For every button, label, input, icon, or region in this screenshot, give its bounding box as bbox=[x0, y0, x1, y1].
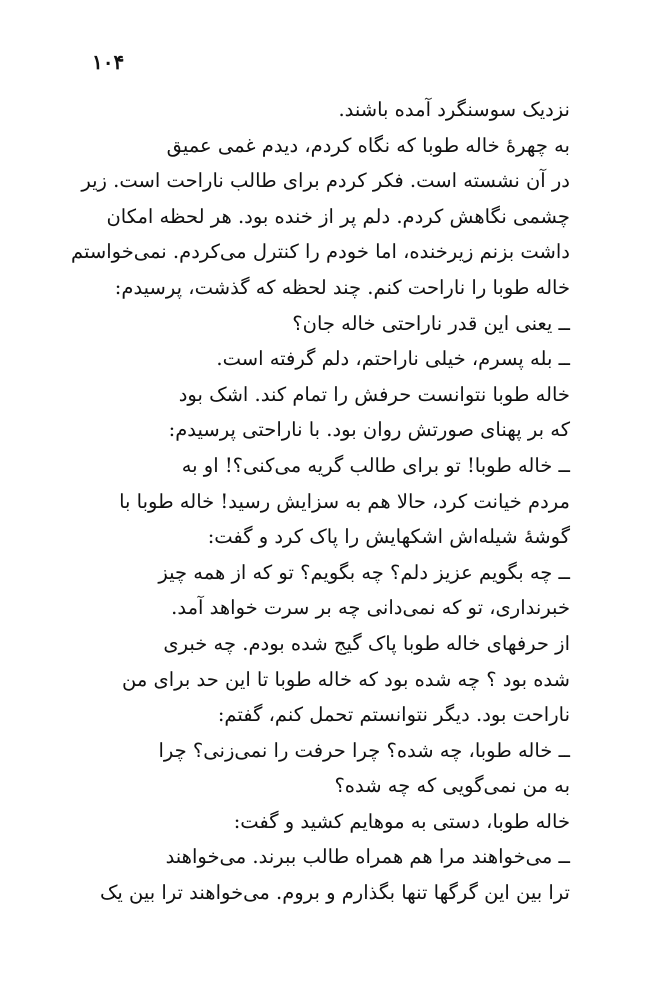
text-line: ــ می‌خواهند مرا هم همراه طالب ببرند. می‌خواهند bbox=[165, 845, 570, 869]
text-line: گوشهٔ شیله‌اش اشکهایش را پاک کرد و گفت: bbox=[207, 525, 570, 549]
body-text bbox=[71, 92, 570, 911]
text-line: خاله طوبا را ناراحت کنم. چند لحظه که گذشت، پرسیدم: bbox=[114, 275, 570, 299]
text-line: که بر پهنای صورتش روان بود. با ناراحتی پرسیدم: bbox=[168, 418, 570, 442]
text-line: از حرفهای خاله طوبا پاک گیج شده بودم. چه خبری bbox=[163, 631, 570, 655]
page-number: ۱۰۴ bbox=[92, 50, 125, 74]
text-line: نزدیک سوسنگرد آمده باشند. bbox=[338, 98, 570, 121]
text-line: چشمی نگاهش کردم. دلم پر از خنده بود. هر لحظه امکان bbox=[106, 204, 570, 228]
text-line: شده بود ؟ چه شده بود که خاله طوبا تا این حد برای من bbox=[122, 667, 570, 691]
text-line: ــ بله پسرم، خیلی ناراحتم، دلم گرفته است. bbox=[216, 347, 570, 371]
text-line: خاله طوبا نتوانست حرفش را تمام کند. اشک بود bbox=[178, 382, 570, 406]
text-line: مردم خیانت کرد، حالا هم به سزایش رسید! خاله طوبا با bbox=[119, 489, 570, 513]
text-line: ــ خاله طوبا! تو برای طالب گریه می‌کنی؟! او به bbox=[181, 453, 570, 477]
text-line: خبرنداری، تو که نمی‌دانی چه بر سرت خواهد آمد. bbox=[171, 596, 570, 620]
text-line: به چهرهٔ خاله طوبا که نگاه کردم، دیدم غمی عمیق bbox=[166, 133, 570, 157]
text-line: داشت بزنم زیرخنده، اما خودم را کنترل می‌کردم. نمی‌خواستم bbox=[71, 240, 570, 264]
text-line: ــ خاله طوبا، چه شده؟ چرا حرفت را نمی‌زنی؟ چرا bbox=[158, 738, 570, 762]
text-line: ناراحت بود. دیگر نتوانستم تحمل کنم، گفتم: bbox=[217, 703, 570, 727]
text-line: ترا بین این گرگها تنها بگذارم و بروم. می‌خواهند ترا بین یک bbox=[99, 881, 570, 905]
text-line: خاله طوبا، دستی به موهایم کشید و گفت: bbox=[233, 809, 570, 833]
text-line: در آن نشسته است. فکر کردم برای طالب ناراحت است. زیر bbox=[81, 169, 570, 193]
text-line: ــ چه بگویم عزیز دلم؟ چه بگویم؟ تو که از همه چیز bbox=[158, 560, 570, 584]
text-line: ــ یعنی این قدر ناراحتی خاله جان؟ bbox=[292, 311, 570, 335]
text-line: به من نمی‌گویی که چه شده؟ bbox=[334, 774, 570, 798]
